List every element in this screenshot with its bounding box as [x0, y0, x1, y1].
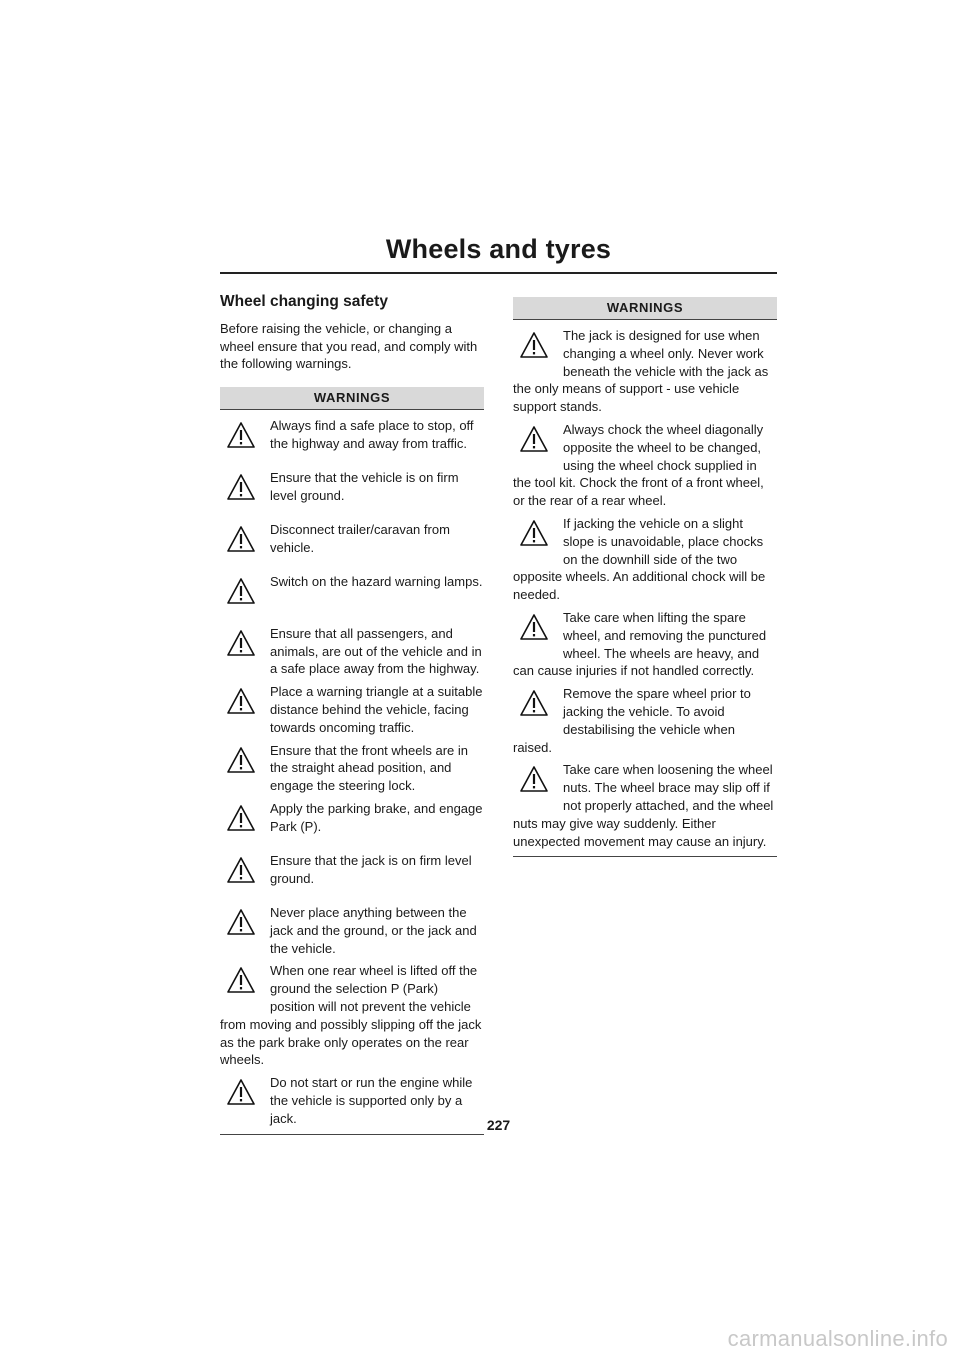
warning-triangle-icon: [513, 518, 563, 562]
left-column: [220, 292, 484, 1135]
warning-text: Always chock the wheel diagonally opposite the wheel to be changed, using the wheel chock supplied in the tool kit. Chock the front of a front wheel, or the rear of a rear wheel.: [513, 421, 764, 509]
warning-text: Take care when loosening the wheel nuts. The wheel brace may slip off if not properly attached, and the wheel nuts may give way suddenly. Either unexpected movement may cause an injury.: [513, 762, 774, 849]
warning-item: [220, 800, 484, 847]
warnings-list: [513, 320, 777, 850]
warning-text: Take care when lifting the spare wheel, and removing the punctured wheel. The wheels are heavy, and can cause injuries if not handled correctly.: [513, 609, 767, 679]
warning-text: When one rear wheel is lifted off the ground the selection P (Park) position will not prevent the vehicle from moving and possibly slipping off the jack as the park brake only operates on the rear wheels.: [220, 963, 482, 1068]
warning-item: [513, 421, 777, 510]
warning-triangle-icon: [220, 965, 270, 1009]
warning-triangle-icon: [220, 628, 270, 672]
warning-item: [220, 904, 484, 957]
warning-text: Ensure that the jack is on firm level ground.: [270, 852, 472, 886]
warning-text: Never place anything between the jack and the ground, or the jack and the vehicle.: [270, 904, 477, 956]
warnings-header: WARNINGS: [513, 297, 777, 320]
warning-item: [513, 327, 777, 416]
warning-text: Ensure that the vehicle is on firm level ground.: [270, 469, 459, 503]
warning-text: Remove the spare wheel prior to jacking the vehicle. To avoid destabilising the vehicle when raised.: [513, 686, 751, 755]
warning-item: [220, 962, 484, 1069]
warning-text: The jack is designed for use when changing a wheel only. Never work beneath the vehicle with the jack as the only means of support - use vehicle support stands.: [513, 328, 769, 415]
warning-item: [513, 515, 777, 604]
page-title: Wheels and tyres: [385, 234, 612, 264]
warning-triangle-icon: [220, 745, 270, 789]
warning-triangle-icon: [220, 803, 270, 847]
warnings-list: [220, 410, 484, 1128]
warnings-box-right: [513, 297, 777, 857]
warning-triangle-icon: [220, 686, 270, 730]
warning-item: [513, 609, 777, 680]
warning-item: [513, 685, 777, 756]
warning-text: Place a warning triangle at a suitable distance behind the vehicle, facing towards oncoming traffic.: [270, 684, 483, 735]
warning-item: [220, 742, 484, 795]
warning-triangle-icon: [220, 472, 270, 516]
warning-text: Ensure that the front wheels are in the straight ahead position, and engage the steering lock.: [270, 742, 469, 794]
warning-text: Ensure that all passengers, and animals, are out of the vehicle and in a safe place away from the highway.: [270, 625, 482, 677]
warning-item: [220, 521, 484, 568]
warning-text: Always find a safe place to stop, off the highway and away from traffic.: [270, 417, 474, 451]
section-heading: Wheel changing safety: [220, 293, 388, 310]
warning-triangle-icon: [513, 612, 563, 656]
intro-paragraph: Before raising the vehicle, or changing a wheel ensure that you read, and comply with the following warnings.: [220, 321, 478, 372]
right-column: [513, 297, 777, 857]
warning-triangle-icon: [220, 1077, 270, 1121]
warning-text: Apply the parking brake, and engage Park (P).: [270, 800, 483, 834]
warning-item: [220, 469, 484, 516]
warning-item: [513, 761, 777, 850]
warning-triangle-icon: [220, 576, 270, 620]
warning-triangle-icon: [513, 330, 563, 374]
warnings-box-left: [220, 387, 484, 1135]
warning-item: [220, 573, 484, 620]
warning-text: Disconnect trailer/caravan from vehicle.: [270, 521, 450, 555]
warning-item: [220, 683, 484, 736]
warning-triangle-icon: [220, 420, 270, 464]
warning-triangle-icon: [513, 424, 563, 468]
warning-triangle-icon: [220, 907, 270, 951]
title-divider: [220, 272, 777, 274]
watermark: carmanualsonline.info: [727, 1326, 948, 1351]
warning-item: [220, 625, 484, 678]
warnings-header: WARNINGS: [220, 387, 484, 410]
warning-triangle-icon: [220, 524, 270, 568]
warning-text: If jacking the vehicle on a slight slope is unavoidable, place chocks on the downhill side of the two opposite wheels. An additional chock will be needed.: [513, 515, 766, 603]
warning-item: [220, 417, 484, 464]
warning-triangle-icon: [513, 688, 563, 732]
page-number: 227: [486, 1117, 511, 1133]
warning-item: [220, 852, 484, 899]
warning-text: Do not start or run the engine while the vehicle is supported only by a jack.: [270, 1075, 473, 1126]
warning-triangle-icon: [513, 764, 563, 808]
warning-text: Switch on the hazard warning lamps.: [270, 573, 483, 589]
warning-triangle-icon: [220, 855, 270, 899]
